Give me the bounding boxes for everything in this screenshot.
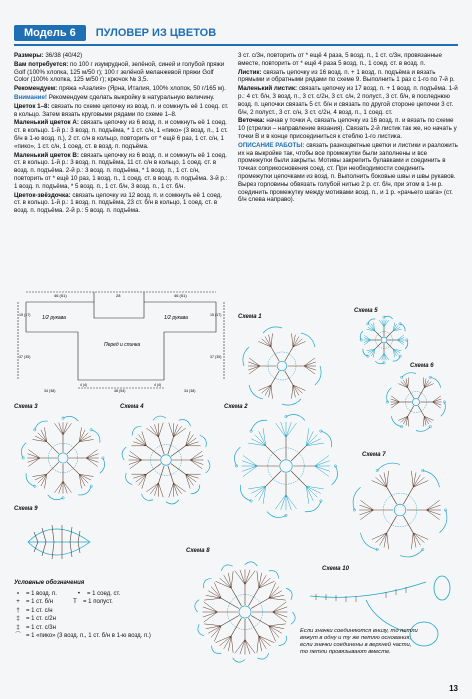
- schema-3-label: Схема 3: [14, 404, 38, 410]
- schema-5-label: Схема 5: [354, 308, 378, 314]
- paragraph-heading-accent: ОПИСАНИЕ РАБОТЫ:: [238, 141, 305, 149]
- dim-bottom-left: 34 (38): [44, 389, 56, 393]
- schema-5-diagram: [352, 314, 416, 366]
- schema-7-label: Схема 7: [362, 452, 386, 458]
- dim-bottom-right: 34 (38): [184, 389, 196, 393]
- dim-right-lower: 37 (35): [210, 355, 222, 359]
- dim-left-upper: 15 (17): [19, 313, 31, 317]
- schema-1-diagram: [238, 322, 326, 410]
- legend-hdc: = 1 полуст.: [83, 599, 113, 605]
- legend-dc: = 1 ст. с/н: [26, 607, 53, 614]
- paragraph-text: Рекомендуем сделать выкройку в натуральную величину.: [47, 93, 215, 101]
- paragraph-text: связать по схеме цепочку из возд. п. и сомкнуть её 1 соед. ст. в кольцо. Затем вязать круговыми рядами по схеме 1–8.: [14, 102, 229, 118]
- right-paragraph: [238, 117, 458, 140]
- left-paragraph: [14, 119, 230, 150]
- right-paragraph: [238, 69, 458, 85]
- paragraph-text: связать разноцветные цветки и листики и разложить их на выкройке так, чтобы все промежутки были заполнены и все промежутки были закрыты. Мотивы закрепить булавками и соединить в точках соприкосновения соед. ст. При необходимости соединить промежутки цепочками из возд. п. Выполнить боковые швы и швы рукавов. Вырез горловины обвязать голубой нитью 2 р. ст. б/н, при этом в 1-м р. соединить промежутку между мотивами возд. п., и 1 р. «рачьего шага» (ст. б/н слева направо).: [238, 141, 458, 204]
- left-paragraph: [14, 52, 230, 60]
- paragraph-heading: Маленький цветок В:: [14, 151, 79, 159]
- left-paragraph: [14, 94, 230, 102]
- left-paragraph: [14, 103, 230, 119]
- paragraph-text: 3 ст. с/3н, повторить от * ещё 4 раза, 5 возд. п., 1 ст. с/3н, провязанные вместе, повторить от * ещё 4 раза 5 возд. п., 1 соед. ст. в возд. п.: [238, 52, 442, 67]
- paragraph-heading: Цветок-звёздочка:: [14, 191, 71, 199]
- legend-sc: = 1 ст. б/н: [26, 599, 54, 605]
- treble-crochet-icon: ‡: [16, 616, 20, 622]
- left-paragraph: [14, 85, 230, 93]
- single-crochet-icon: +: [16, 599, 20, 605]
- left-paragraph: [14, 192, 230, 215]
- paragraph-heading: Веточка:: [238, 117, 265, 125]
- right-paragraph: [238, 52, 458, 68]
- left-paragraph: [14, 61, 230, 84]
- paragraph-text: 36/38 (40/42): [43, 52, 83, 59]
- slip-stitch-icon: •: [77, 590, 80, 597]
- sleeve-label-right: 1/2 рукава: [164, 315, 188, 321]
- paragraph-heading: Маленький цветок А:: [14, 119, 79, 127]
- body-label: Перед и спинка: [104, 342, 141, 348]
- model-label: Модель 6: [14, 25, 86, 41]
- instructions-right-column: [238, 52, 458, 205]
- dim-top-left: 46 (51): [54, 293, 67, 298]
- paragraph-text: связать цепочку из 6 возд. п. и сомкнуть её 1 соед. ст. в кольцо. 1-й р.: 3 возд. п. подъёма, 11 ст. с/н в кольцо, 1 соед. ст. в возд. п. подъёма. 2-й р.: 3 возд. п. подъёма, * 1 возд. п., 1 ст. с/н, повторить от * ещё 10 раз, 1 возд. п., 1 соед. ст. в возд. п. подъёма. 3-й р.: 1 возд. п. подъёма, * 5 возд. п., 1 ст. б/н, 3 возд. п., 1 ст. б/н.: [14, 151, 228, 190]
- paragraph-text: связать цепочку из 17 возд. п. + 1 возд. п. подъёма. 1-й р.: 4 ст. б/н, 3 возд. п., 3 ст. с/2н, 3 ст. с/н, 2 полуст., 3 ст. б/н, в последнюю возд. п. цепочки связать 5 ст. б/н и связать по другой стороне цепочки 3 ст. б/н, 2 полуст., 3 ст. с/н, 3 ст. с/2н, 4 возд. п., 1 соед. ст.: [238, 85, 458, 116]
- schema-7-diagram: [348, 458, 452, 562]
- dim-top-right: 46 (51): [174, 293, 187, 298]
- paragraph-text: по 100 г изумрудной, зелёной, синей и голубой пряжи Golf (100% хлопка, 125 м/50 г); 100 г зелёной меланжевой пряжи Golf Color (100% хлопка, 125 м/50 г); крючок № 3,5.: [14, 60, 225, 84]
- legend-title: Условные обозначения: [14, 580, 85, 586]
- paragraph-text: связать цепочку из 12 возд. п. и сомкнуть её 1 соед. ст. в кольцо. 1-й р.: 1 возд. п. подъёма, 23 ст. б/н в кольцо, 1 соед. ст. в возд. п. подъёма. 2-й р.: 5 возд. п. подъёма.: [14, 191, 223, 215]
- page-header: [14, 24, 458, 42]
- paragraph-text: связать цепочку из 16 возд. п. + 1 возд. п. подъёма и вязать прямыми и обратными рядами по схеме 9. Выполнить 1 раз с 1-го по 7-й р.: [238, 68, 455, 84]
- paragraph-text: начав у точки А, связать цепочку из 16 возд. п. и вязать по схеме 10 (стрелки – направление вязания). Связать 2-й листик так же, но начать у точки В и в конце присоединиться к стеблю 1-го листика.: [238, 117, 457, 140]
- legend-slip-stitch: = 1 соед. ст.: [86, 590, 121, 597]
- left-paragraph: [14, 152, 230, 191]
- schema-4-label: Схема 4: [120, 404, 144, 410]
- schema-10-label: Схема 10: [322, 566, 349, 572]
- dim-top-center: 28: [116, 293, 121, 298]
- dim-side-left: 4 (4): [80, 383, 87, 387]
- schema-3-diagram: [14, 412, 112, 504]
- page-number: 13: [449, 684, 458, 693]
- instructions-left-column: [14, 52, 230, 216]
- garment-pattern-diagram: [14, 288, 228, 396]
- page-title: ПУЛОВЕР ИЗ ЦВЕТОВ: [95, 27, 217, 39]
- paragraph-heading: Цветок 1–8:: [14, 102, 50, 110]
- double-crochet-icon: †: [16, 607, 20, 614]
- half-double-icon: T: [73, 599, 77, 605]
- sleeve-label-left: 1/2 рукава: [42, 315, 66, 321]
- legend-tr: = 1 ст. с/2н: [26, 616, 56, 622]
- schema-6-label: Схема 6: [410, 363, 434, 369]
- paragraph-text: пряжа «Азалия» (Ярна, Италия, 100% хлопок, 50 г/165 м).: [57, 85, 226, 93]
- right-paragraph: [238, 85, 458, 116]
- paragraph-heading: Рекомендуем:: [14, 85, 58, 93]
- paragraph-heading-accent: Внимание!: [14, 93, 47, 101]
- schema-8-diagram: [190, 556, 300, 668]
- legend-picot: = 1 «пико» (3 возд. п., 1 ст. б/н в 1-ю возд. п.): [26, 633, 151, 639]
- paragraph-heading: Маленький листик:: [238, 85, 298, 93]
- schema-8-label: Схема 8: [186, 548, 210, 554]
- right-paragraph: [238, 142, 458, 204]
- schema-6-diagram: [380, 370, 452, 434]
- schema-1-label: Схема 1: [238, 314, 262, 320]
- joining-note: Если значки соединяются внизу, то петли вяжут в одну и ту же петлю основания, если значки соединены в верхней части, то петли провязывают вместе.: [300, 628, 418, 655]
- legend-chain: = 1 возд. п.: [26, 590, 57, 597]
- schema-2-label: Схема 2: [224, 404, 248, 410]
- dim-side-right: 4 (4): [154, 383, 161, 387]
- header-divider: [14, 44, 458, 46]
- paragraph-heading: Вам потребуется:: [14, 60, 69, 68]
- schema-9-label: Схема 9: [14, 506, 38, 512]
- legend-dtr: = 1 ст. с/3н: [26, 624, 56, 631]
- picot-icon: ⌒: [14, 633, 21, 639]
- dim-left-lower: 37 (35): [19, 355, 31, 359]
- schema-2-diagram: [230, 410, 342, 522]
- dim-bottom-center: 48 (54): [114, 389, 126, 393]
- chain-stitch-icon: ∘: [16, 590, 20, 597]
- paragraph-text: связать цепочку из 6 возд. п. и сомкнуть её 1 соед. ст. в кольцо. 1-й р.: 3 возд. п. подъёма, * 1 ст. с/н, 1 «пико» (3 возд. п., 1 ст. б/н в 1-ю возд. п.), 2 ст. с/н в кольцо, повторить от * ещё 6 раз, 1 ст. с/н, 1 «пико», 1 ст. с/н, 1 соед. ст. в возд. п. подъёма.: [14, 119, 228, 150]
- schema-4-diagram: [118, 412, 214, 508]
- double-treble-icon: ‡: [16, 624, 20, 631]
- paragraph-heading: Листик:: [238, 68, 262, 76]
- legend: [14, 580, 194, 642]
- dim-right-upper: 15 (17): [210, 313, 222, 317]
- schema-9-leaf-diagram: [24, 512, 94, 572]
- paragraph-heading: Размеры:: [14, 52, 44, 59]
